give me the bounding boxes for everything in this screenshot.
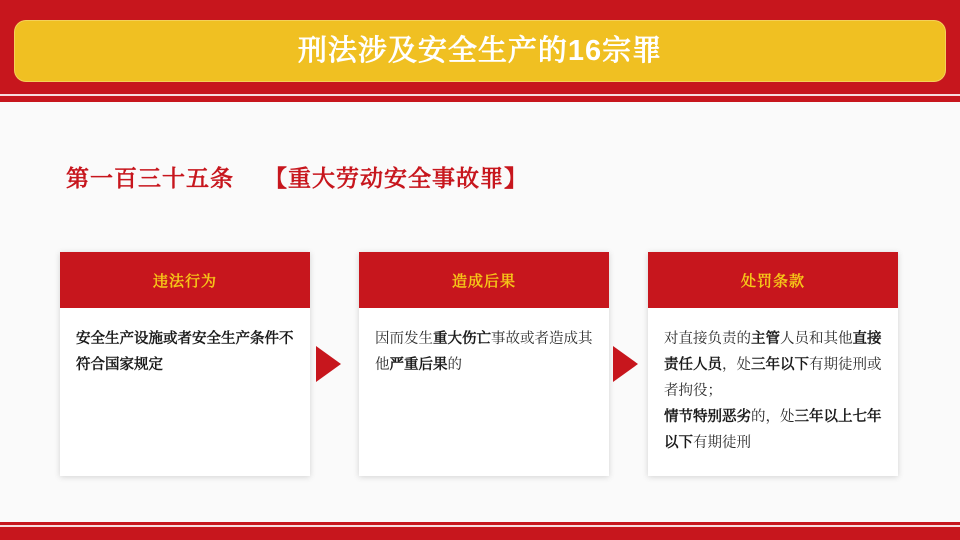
article-heading (66, 160, 528, 193)
card-consequence-header: 造成后果 (359, 252, 609, 308)
page-title: 刑法涉及安全生产的16宗罪 (297, 35, 663, 67)
article-name: 【重大劳动安全事故罪】 (264, 165, 528, 191)
arrow-right-icon-2 (613, 346, 638, 382)
card-consequence-body: 因而发生重大伤亡事故或者造成其他严重后果的 (375, 331, 593, 373)
card-violation-header: 违法行为 (60, 252, 310, 308)
arrow-right-icon-1 (316, 346, 341, 382)
card-violation (60, 252, 310, 476)
card-violation-body: 安全生产设施或者安全生产条件不符合国家规定 (76, 331, 294, 373)
bottom-band-divider (0, 525, 960, 527)
card-penalty-body: 对直接负责的主管人员和其他直接责任人员，处三年以下有期徒刑或者拘役； 情节特别恶劣的，处三年以上七年以下有期徒刑 (664, 331, 882, 451)
article-number: 第一百三十五条 (66, 165, 234, 191)
bottom-red-band (0, 522, 960, 540)
title-bar (14, 20, 946, 82)
band-spacer (0, 102, 960, 110)
card-penalty (648, 252, 898, 476)
card-penalty-header: 处罚条款 (648, 252, 898, 308)
top-band-divider (0, 94, 960, 96)
card-consequence (359, 252, 609, 476)
